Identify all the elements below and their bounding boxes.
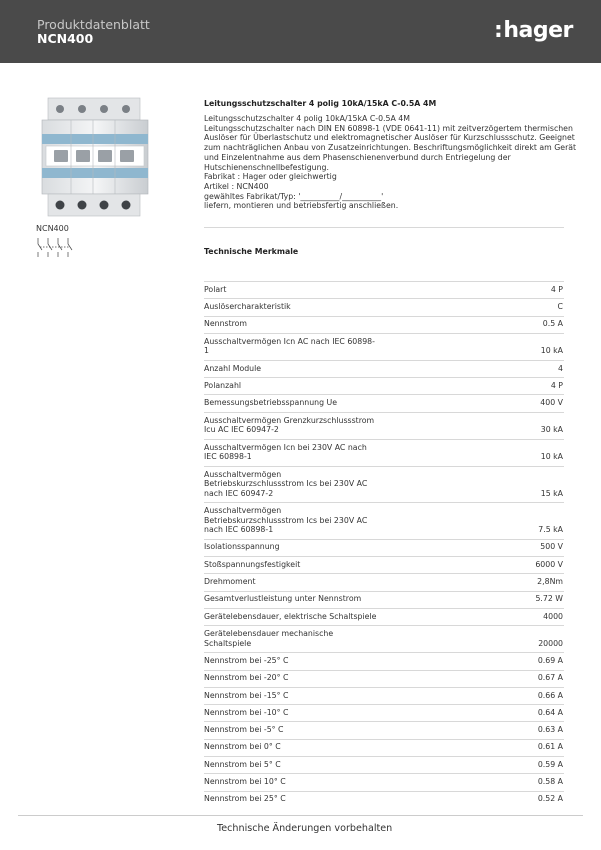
description-line: Fabrikat : Hager oder gleichwertig [204, 172, 337, 182]
spec-label: Nennstrom bei 25° C [204, 794, 286, 804]
description-line: Auslöser für Überlastschutz und elektromagnetischer Auslöser für Kurzschlussschutz. Geeignet [204, 133, 575, 143]
spec-row [204, 591, 564, 608]
document-type: Produktdatenblatt [37, 17, 150, 32]
spec-label: Nennstrom bei -20° C [204, 673, 289, 683]
spec-value: 0.59 A [537, 759, 563, 769]
spec-row [204, 739, 564, 756]
spec-row [204, 556, 564, 573]
specs-title: Technische Merkmale [204, 247, 299, 256]
description-line: Leitungsschutzschalter 4 polig 10kA/15kA C-0.5A 4M [204, 114, 410, 123]
description-title: Leitungsschutzschalter 4 polig 10kA/15kA C-0.5A 4M [204, 99, 437, 108]
spec-row [204, 773, 564, 790]
spec-row [204, 721, 564, 738]
spec-value: 400 V [540, 398, 563, 408]
description-line: Leitungsschutzschalter nach DIN EN 60898-1 (VDE 0641-11) mit zeitverzögertem thermischen [204, 123, 573, 133]
spec-label: Ausschaltvermögen Icn bei 230V AC nach IEC 60898-1 [204, 442, 367, 462]
description-line: gewähltes Fabrikat/Typ: '__________/__________' [204, 191, 384, 201]
spec-label: Isolationsspannung [204, 542, 280, 552]
spec-value: 4 P [550, 380, 563, 390]
spec-value: 500 V [540, 542, 563, 552]
spec-label: Stoßspannungsfestigkeit [204, 559, 301, 569]
spec-row [204, 704, 564, 721]
spec-label: Nennstrom bei -25° C [204, 655, 289, 665]
spec-value: 4000 [543, 611, 563, 621]
spec-value: 5.72 W [535, 594, 563, 604]
spec-value: 0.63 A [537, 725, 563, 735]
description-line: Artikel : NCN400 [204, 181, 269, 191]
spec-value: 10 kA [540, 452, 563, 462]
spec-label: Bemessungsbetriebsspannung Ue [204, 398, 338, 408]
spec-row [204, 573, 564, 590]
description-line: zum nachträglichen Anbau von Zusatzeinrichtungen. Beschriftungsmöglichkeit direkt am Gerät [204, 143, 577, 153]
spec-row [204, 539, 564, 556]
spec-row [204, 412, 564, 439]
spec-label: Gerätelebensdauer mechanische Schaltspiele [204, 629, 334, 648]
spec-label: Polanzahl [204, 380, 242, 390]
spec-label: Nennstrom bei 5° C [204, 759, 281, 769]
spec-row [204, 608, 564, 625]
spec-value: 0.61 A [537, 742, 563, 752]
spec-row [204, 670, 564, 687]
spec-label: Nennstrom bei -5° C [204, 725, 284, 735]
product-code: NCN400 [36, 224, 69, 233]
spec-label: Ausschaltvermögen Betriebskurzschlussstrom Ics bei 230V AC nach IEC 60947-2 [204, 469, 368, 498]
spec-value: 0.69 A [537, 655, 563, 665]
spec-value: 0.64 A [537, 707, 563, 717]
spec-value: 20000 [538, 638, 563, 648]
spec-row [204, 316, 564, 333]
spec-label: Ausschaltvermögen Betriebskurzschlussstrom Ics bei 230V AC nach IEC 60898-1 [204, 506, 368, 535]
product-description [204, 99, 577, 211]
spec-label: Ausschaltvermögen Icn AC nach IEC 60898- 1 [204, 336, 375, 356]
description-line: und Einzelentnahme aus dem Phasenschienenverbund durch Entriegelung der [204, 152, 511, 162]
spec-row [204, 439, 564, 466]
spec-row [204, 377, 564, 394]
spec-label: Gerätelebensdauer, elektrische Schaltspiele [204, 611, 377, 621]
spec-label: Gesamtverlustleistung unter Nennstrom [204, 594, 362, 604]
spec-row [204, 281, 564, 298]
spec-label: Ausschaltvermögen Grenzkurzschlussstrom Icu AC IEC 60947-2 [204, 415, 375, 435]
spec-row [204, 502, 564, 539]
circuit-breaker-photo [34, 96, 156, 220]
footer-divider [18, 815, 583, 816]
spec-label: Polart [204, 284, 227, 294]
spec-row [204, 625, 564, 652]
spec-label: Drehmoment [204, 577, 256, 587]
spec-row [204, 791, 564, 808]
spec-row [204, 298, 564, 315]
specs-table [204, 281, 564, 808]
spec-value: 30 kA [540, 425, 563, 435]
spec-label: Nennstrom [204, 319, 248, 329]
spec-row [204, 360, 564, 377]
description-body [204, 114, 577, 211]
spec-label: Nennstrom bei -10° C [204, 707, 289, 717]
spec-row [204, 687, 564, 704]
spec-value: 0.66 A [537, 690, 563, 700]
spec-value: 0.67 A [537, 673, 563, 683]
spec-label: Nennstrom bei 10° C [204, 777, 286, 787]
brand-logo-text: hager [503, 18, 573, 43]
spec-value: 10 kA [540, 346, 563, 356]
spec-value: 4 P [550, 284, 563, 294]
spec-label: Nennstrom bei 0° C [204, 742, 281, 752]
spec-value: 0.52 A [537, 794, 563, 804]
spec-row [204, 394, 564, 411]
breaker-schematic-icon [34, 236, 76, 258]
footer-note: Technische Änderungen vorbehalten [217, 823, 393, 834]
spec-row [204, 466, 564, 503]
spec-value: 4 [558, 363, 563, 373]
document-code: NCN400 [37, 31, 94, 46]
spec-row [204, 333, 564, 360]
spec-value: C [557, 302, 563, 311]
brand-logo: :hager [494, 18, 573, 43]
description-line: Hutschienenschnellbefestigung. [204, 162, 329, 172]
spec-value: 6000 V [535, 559, 563, 569]
spec-value: 7.5 kA [538, 525, 563, 535]
spec-row [204, 652, 564, 669]
spec-label: Auslösercharakteristik [204, 302, 291, 311]
spec-value: 2,8Nm [537, 577, 563, 587]
description-line: liefern, montieren und betriebsfertig anschließen. [204, 201, 399, 211]
spec-label: Anzahl Module [204, 363, 262, 373]
spec-row [204, 756, 564, 773]
spec-value: 0.5 A [542, 319, 563, 329]
document-header [0, 0, 601, 63]
spec-value: 15 kA [540, 488, 563, 498]
spec-value: 0.58 A [537, 777, 563, 787]
spec-label: Nennstrom bei -15° C [204, 690, 289, 700]
divider [204, 227, 564, 228]
